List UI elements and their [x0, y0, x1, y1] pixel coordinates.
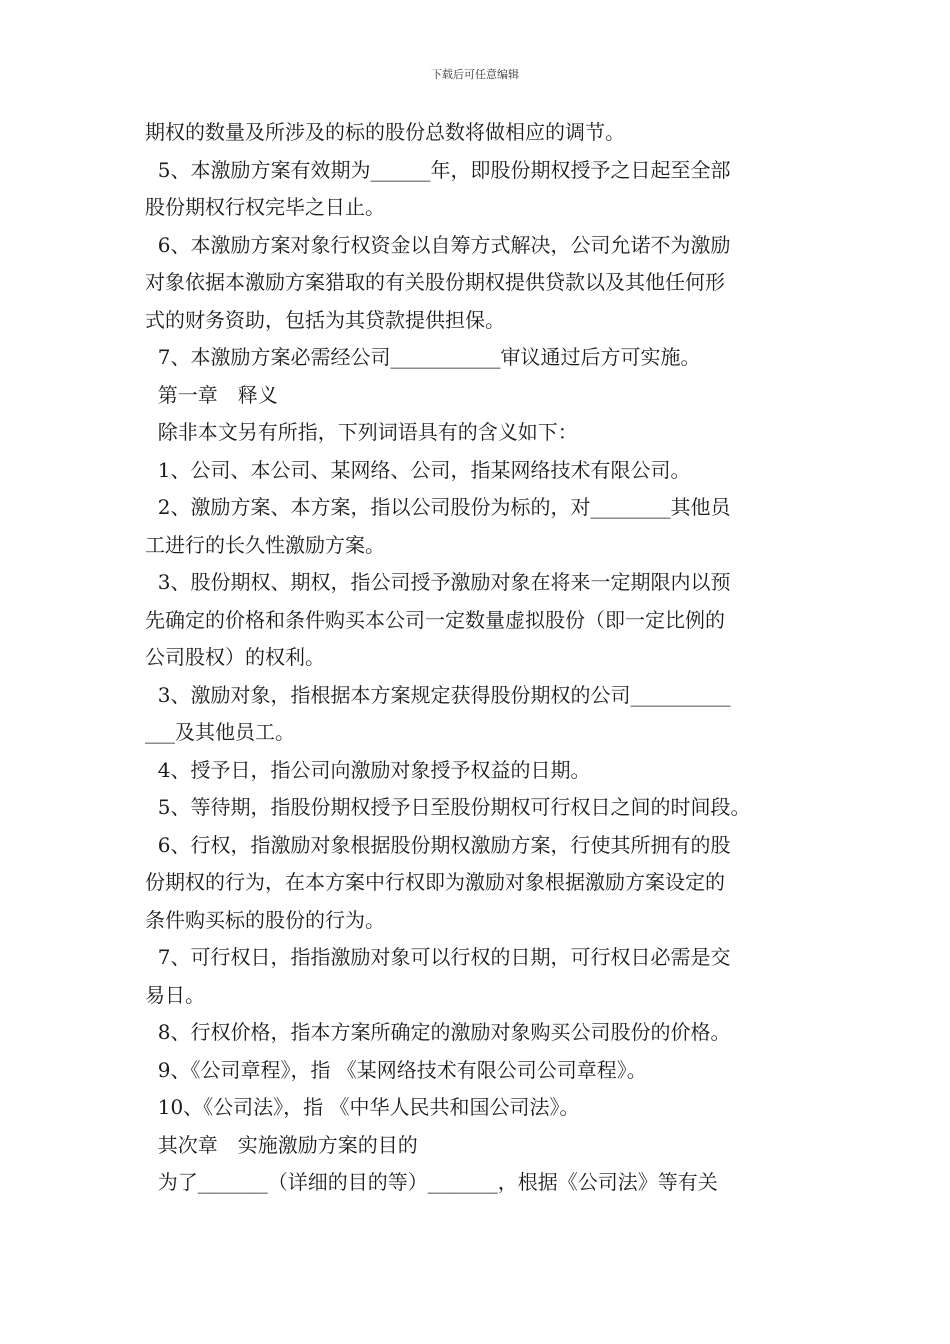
text-line: 式的财务资助，包括为其贷款提供担保。	[145, 307, 505, 332]
text-line: 条件购买标的股份的行为。	[145, 907, 385, 932]
text-line: 对象依据本激励方案猎取的有关股份期权提供贷款以及其他任何形	[145, 270, 725, 294]
text-line: 7、本激励方案必需经公司___________审议通过后方可实施。	[145, 345, 701, 369]
text-line: 先确定的价格和条件购买本公司一定数量虚拟股份（即一定比例的	[145, 607, 725, 632]
text-line: 4、授予日，指公司向激励对象授予权益的日期。	[145, 757, 591, 782]
text-line: 易日。	[145, 982, 205, 1007]
document-body	[145, 114, 815, 1202]
text-line: 期权的数量及所涉及的标的股份总数将做相应的调节。	[145, 120, 625, 144]
text-line: 6、本激励方案对象行权资金以自筹方式解决，公司允诺不为激励	[145, 232, 731, 257]
text-line: 5、等待期，指股份期权授予日至股份期权可行权日之间的时间段。	[145, 795, 751, 819]
text-line: ___及其他员工。	[145, 720, 295, 744]
text-line: 2、激励方案、本方案，指以公司股份为标的，对________其他员	[145, 495, 731, 519]
text-line: 3、激励对象，指根据本方案规定获得股份期权的公司__________	[145, 682, 731, 707]
text-line: 除非本文另有所指，下列词语具有的含义如下：	[145, 420, 578, 444]
chapter-heading: 其次章 实施激励方案的目的	[145, 1132, 418, 1157]
chapter-heading: 第一章 释义	[145, 382, 278, 407]
text-line: 1、公司、本公司、某网络、公司，指某网络技术有限公司。	[145, 457, 691, 482]
text-line: 3、股份期权、期权，指公司授予激励对象在将来一定期限内以预	[145, 570, 731, 594]
text-line: 9、《公司章程》，指 《某网络技术有限公司公司章程》。	[145, 1057, 647, 1082]
page-header: 下载后可任意编辑	[431, 68, 519, 81]
text-line: 份期权的行为，在本方案中行权即为激励对象根据激励方案设定的	[145, 870, 725, 894]
text-line: 公司股权）的权利。	[145, 645, 325, 669]
text-line: 8、行权价格，指本方案所确定的激励对象购买公司股份的价格。	[145, 1020, 731, 1044]
text-line: 工进行的长久性激励方案。	[145, 532, 385, 557]
text-line: 10、《公司法》，指 《中华人民共和国公司法》。	[145, 1095, 580, 1119]
text-line: 5、本激励方案有效期为______年，即股份期权授予之日起至全部	[145, 157, 731, 182]
text-line: 7、可行权日，指指激励对象可以行权的日期，可行权日必需是交	[145, 945, 731, 969]
text-line: 股份期权行权完毕之日止。	[145, 195, 385, 219]
text-line: 为了_______（详细的目的等）_______，根据《公司法》等有关	[145, 1170, 718, 1194]
text-line: 6、行权，指激励对象根据股份期权激励方案，行使其所拥有的股	[145, 832, 731, 857]
